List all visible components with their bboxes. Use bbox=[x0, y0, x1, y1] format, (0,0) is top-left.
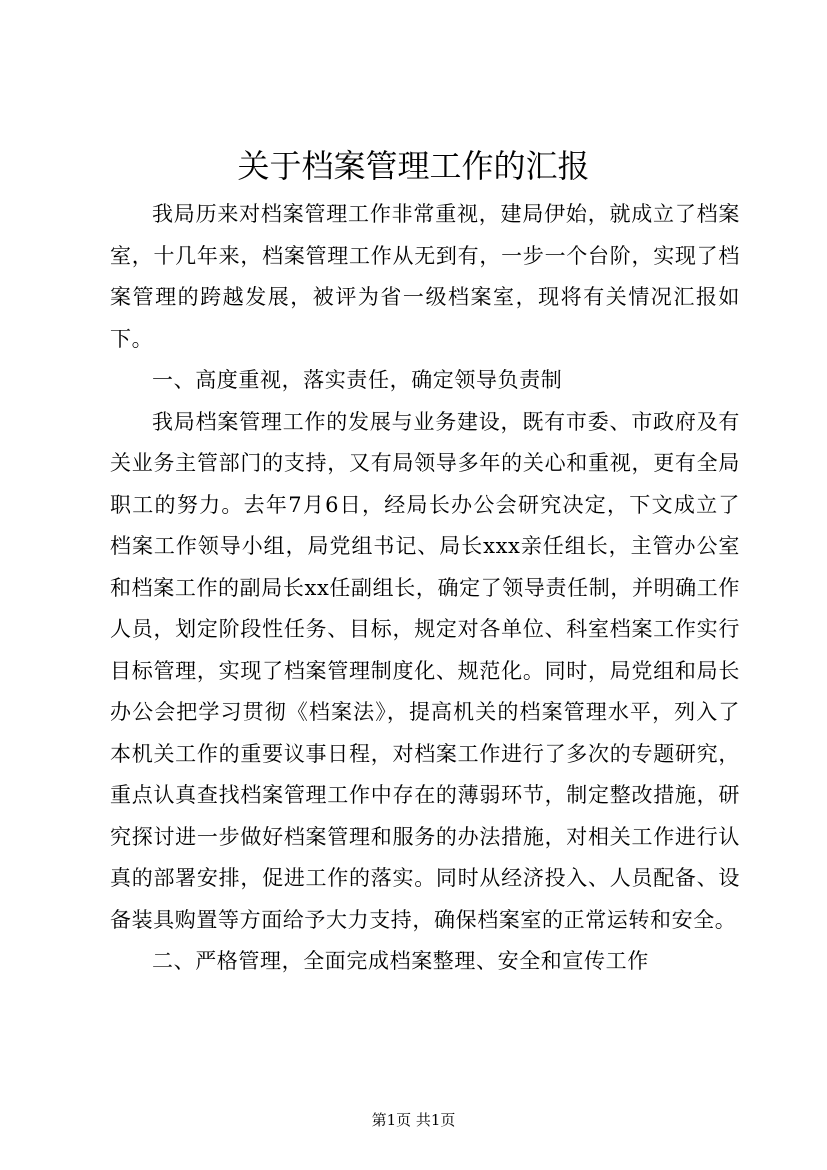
document-body bbox=[110, 194, 740, 983]
section-heading-1: 一、高度重视，落实责任，确定领导负责制 bbox=[152, 368, 563, 392]
section-heading-2: 二、严格管理，全面完成档案整理、安全和宣传工作 bbox=[152, 949, 649, 973]
page-title: 关于档案管理工作的汇报 bbox=[237, 147, 590, 185]
page-footer: 第1页 共1页 bbox=[371, 1111, 456, 1129]
intro-paragraph: 我局历来对档案管理工作非常重视，建局伊始，就成立了档案室，十几年来，档案管理工作从无到有，一步一个台阶，实现了档案管理的跨越发展，被评为省一级档案室，现将有关情况汇报如下。 bbox=[110, 202, 740, 351]
section-1-paragraph: 我局档案管理工作的发展与业务建设，既有市委、市政府及有关业务主管部门的支持，又有局领导多年的关心和重视，更有全局职工的努力。去年7月6日，经局长办公会研究决定，下文成立了档案工作领导小组，局党组书记、局长xxx亲任组长，主管办公室和档案工作的副局长xx任副组长，确定了领导责任制，并明确工作人员，划定阶段性任务、目标，规定对各单位、科室档案工作实行目标管理，实现了档案管理制度化、规范化。同时，局党组和局长办公会把学习贯彻《档案法》，提高机关的档案管理水平，列入了本机关工作的重要议事日程，对档案工作进行了多次的专题研究，重点认真查找档案管理工作中存在的薄弱环节，制定整改措施，研究探讨进一步做好档案管理和服务的办法措施，对相关工作进行认真的部署安排，促进工作的落实。同时从经济投入、人员配备、设备装具购置等方面给予大力支持，确保档案室的正常运转和安全。 bbox=[110, 409, 740, 932]
